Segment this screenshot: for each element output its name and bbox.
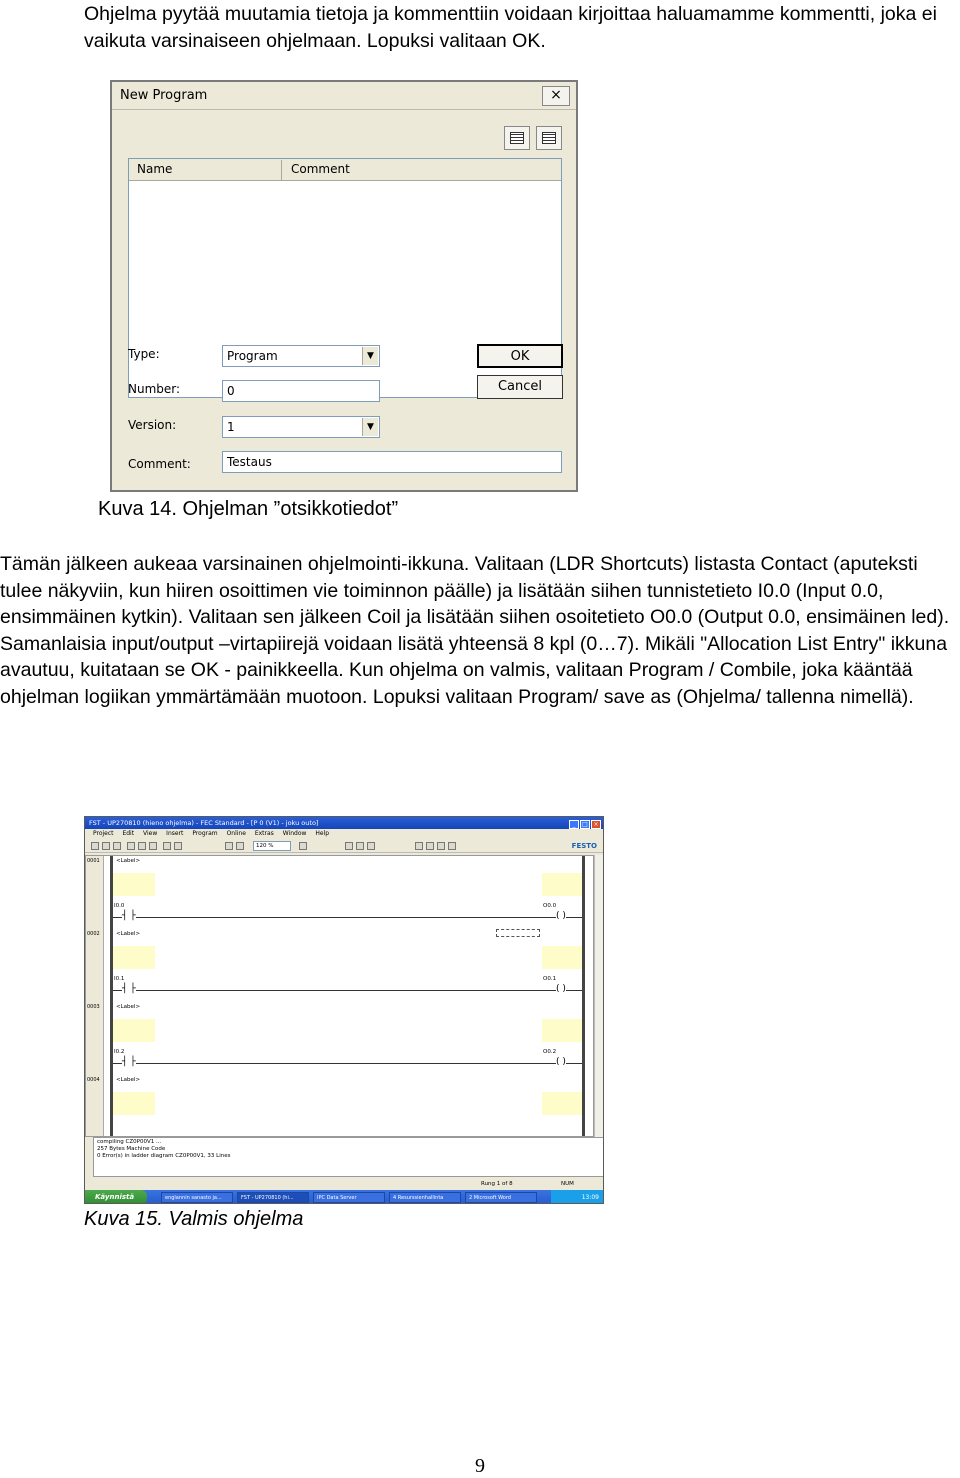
zoom-in-icon[interactable] bbox=[236, 842, 244, 850]
online-icon[interactable] bbox=[415, 842, 423, 850]
paste-icon[interactable] bbox=[149, 842, 157, 850]
undo-icon[interactable] bbox=[163, 842, 171, 850]
output-comment-box bbox=[542, 1092, 582, 1115]
help-icon[interactable] bbox=[448, 842, 456, 850]
output-panel bbox=[93, 1137, 604, 1177]
save-icon[interactable] bbox=[113, 842, 121, 850]
zoom-select[interactable]: 120 % bbox=[253, 841, 291, 851]
column-name[interactable]: Name bbox=[137, 162, 173, 176]
rung-label: <Label> bbox=[116, 1004, 141, 1010]
fst-titlebar bbox=[85, 817, 603, 829]
cut-icon[interactable] bbox=[127, 842, 135, 850]
new-icon[interactable] bbox=[91, 842, 99, 850]
type-select[interactable] bbox=[222, 345, 380, 367]
input-comment-box bbox=[113, 873, 155, 896]
menu-extras[interactable]: Extras bbox=[254, 830, 274, 837]
maximize-icon[interactable]: □ bbox=[580, 820, 590, 829]
dialog-titlebar bbox=[112, 82, 576, 110]
input-comment-box bbox=[113, 946, 155, 969]
number-field[interactable] bbox=[222, 380, 380, 402]
dialog-title: New Program bbox=[120, 88, 208, 103]
rung-number: 0001 bbox=[87, 858, 100, 864]
chevron-down-icon[interactable]: ▼ bbox=[362, 418, 378, 436]
rung-wire bbox=[113, 1063, 582, 1064]
type-label: Type: bbox=[128, 347, 160, 361]
fst-window bbox=[84, 816, 604, 1204]
branch-icon[interactable] bbox=[367, 842, 375, 850]
taskbar-item[interactable]: 2 Microsoft Word bbox=[465, 1192, 537, 1203]
menu-edit[interactable]: Edit bbox=[122, 830, 135, 837]
copy-icon[interactable] bbox=[138, 842, 146, 850]
list-header bbox=[129, 159, 561, 181]
number-value: 0 bbox=[227, 384, 235, 398]
caption-figure-14: Kuva 14. Ohjelman ”otsikkotiedot” bbox=[98, 498, 399, 520]
rung-label: <Label> bbox=[116, 1077, 141, 1083]
coil-icon[interactable] bbox=[356, 842, 364, 850]
new-program-dialog bbox=[110, 80, 578, 492]
input-operand[interactable]: I0.2 bbox=[114, 1049, 125, 1055]
fst-title: FST - UP270810 (hieno ohjelma) - FEC Standard - [P 0 (V1) - joku outo] bbox=[89, 819, 319, 827]
menu-program[interactable]: Program bbox=[192, 830, 218, 837]
chevron-down-icon[interactable]: ▼ bbox=[362, 347, 378, 365]
input-comment-box bbox=[113, 1019, 155, 1042]
menu-online[interactable]: Online bbox=[226, 830, 246, 837]
minimize-icon[interactable]: _ bbox=[569, 820, 579, 829]
caption-figure-15: Kuva 15. Valmis ohjelma bbox=[84, 1208, 304, 1230]
download-icon[interactable] bbox=[426, 842, 434, 850]
taskbar bbox=[85, 1190, 603, 1204]
rung-label: <Label> bbox=[116, 858, 141, 864]
output-line: compiling CZ0P00V1 ... bbox=[97, 1139, 162, 1145]
festo-logo: FESTO bbox=[571, 842, 597, 850]
comment-label: Comment: bbox=[128, 457, 191, 471]
contact-symbol[interactable]: ┤ ├ bbox=[122, 984, 136, 994]
comment-field[interactable] bbox=[222, 451, 562, 473]
version-select[interactable] bbox=[222, 416, 380, 438]
rung-label: <Label> bbox=[116, 931, 141, 937]
redo-icon[interactable] bbox=[174, 842, 182, 850]
taskbar-item[interactable]: 4 Resurssienhallinta bbox=[389, 1192, 461, 1203]
toolbar bbox=[85, 839, 603, 853]
insert-position-marker[interactable] bbox=[496, 929, 540, 937]
type-value: Program bbox=[227, 349, 278, 363]
column-comment[interactable]: Comment bbox=[291, 162, 350, 176]
body-paragraph: Tämän jälkeen aukeaa varsinainen ohjelmointi-ikkuna. Valitaan (LDR Shortcuts) listasta Contact (aputeksti tulee näkyviin, kun hiiren osoittimen vie toiminnon päälle) ja lisätään siihen tunnistetieto I0.0 (Input 0.0, ensimmäinen kytkin). Valitaan sen jälkeen Coil ja lisätään siihen osoitetieto O0.0 (Output 0.0, ensimäinen led). Samanlaisia input/output –virtapiirejä voidaan lisätä yhteensä 8 kpl (0…7). Mikäli "Allocation List Entry" ikkuna avautuu, kuitataan se OK - painikkeella. Kun ohjelma on valmis, valitaan Program / Combile, joka kääntää ohjelman logiikan ymmärtämään muotoon. Lopuksi valitaan Program/ save as (Ohjelma/ tallenna nimellä). bbox=[0, 553, 950, 708]
input-operand[interactable]: I0.1 bbox=[114, 976, 125, 982]
output-comment-box bbox=[542, 1019, 582, 1042]
output-operand[interactable]: O0.2 bbox=[543, 1049, 557, 1055]
menu-view[interactable]: View bbox=[143, 830, 158, 837]
output-operand[interactable]: O0.1 bbox=[543, 976, 557, 982]
clock: 13:09 bbox=[581, 1194, 599, 1201]
input-operand[interactable]: I0.0 bbox=[114, 903, 125, 909]
rung-number: 0004 bbox=[87, 1077, 100, 1083]
coil-symbol[interactable]: ( ) bbox=[556, 1057, 566, 1067]
system-tray bbox=[551, 1190, 603, 1204]
rung-number-column bbox=[86, 856, 104, 1136]
detail-view-icon[interactable] bbox=[536, 126, 562, 150]
start-button[interactable]: Käynnistä bbox=[85, 1190, 147, 1204]
rung-number: 0003 bbox=[87, 1004, 100, 1010]
taskbar-item[interactable]: IPC Data Server bbox=[313, 1192, 385, 1203]
intro-paragraph: Ohjelma pyytää muutamia tietoja ja kommenttiin voidaan kirjoittaa haluamamme kommentti, joka ei vaikuta varsinaiseen ohjelmaan. Lopuksi valitaan OK. bbox=[84, 3, 937, 52]
rung-wire bbox=[113, 990, 582, 991]
output-operand[interactable]: O0.0 bbox=[543, 903, 557, 909]
status-num: NUM bbox=[561, 1181, 574, 1187]
status-bar bbox=[85, 1179, 603, 1189]
number-label: Number: bbox=[128, 382, 181, 396]
output-comment-box bbox=[542, 873, 582, 896]
contact-icon[interactable] bbox=[345, 842, 353, 850]
print-icon[interactable] bbox=[437, 842, 445, 850]
coil-symbol[interactable]: ( ) bbox=[556, 984, 566, 994]
close-icon[interactable]: × bbox=[542, 86, 570, 106]
taskbar-item[interactable]: englannin sanasto ja... bbox=[161, 1192, 233, 1203]
ladder-editor[interactable] bbox=[85, 855, 594, 1137]
open-icon[interactable] bbox=[102, 842, 110, 850]
right-power-rail bbox=[582, 856, 585, 1136]
input-comment-box bbox=[113, 1092, 155, 1115]
output-line: 0 Error(s) in ladder diagram CZ0P00V1, 33 Lines bbox=[97, 1153, 231, 1159]
close-icon[interactable]: × bbox=[591, 820, 601, 829]
compile-icon[interactable] bbox=[299, 842, 307, 850]
contact-symbol[interactable]: ┤ ├ bbox=[122, 1057, 136, 1067]
cancel-button[interactable]: Cancel bbox=[477, 375, 563, 399]
contact-symbol[interactable]: ┤ ├ bbox=[122, 911, 136, 921]
version-value: 1 bbox=[227, 420, 235, 434]
vertical-scrollbar[interactable] bbox=[594, 855, 604, 1137]
rung-wire bbox=[113, 917, 582, 918]
menu-bar bbox=[85, 829, 603, 839]
menu-window[interactable]: Window bbox=[282, 830, 307, 837]
output-line: 257 Bytes Machine Code bbox=[97, 1146, 166, 1152]
menu-help[interactable]: Help bbox=[315, 830, 330, 837]
menu-insert[interactable]: Insert bbox=[166, 830, 184, 837]
page-number: 9 bbox=[475, 1455, 485, 1477]
menu-project[interactable]: Project bbox=[93, 830, 114, 837]
taskbar-item[interactable]: FST - UP270810 (hi... bbox=[237, 1192, 309, 1203]
coil-symbol[interactable]: ( ) bbox=[556, 911, 566, 921]
find-icon[interactable] bbox=[225, 842, 233, 850]
ok-button[interactable]: OK bbox=[477, 344, 563, 368]
list-view-icon[interactable] bbox=[504, 126, 530, 150]
output-comment-box bbox=[542, 946, 582, 969]
comment-value: Testaus bbox=[227, 455, 272, 469]
status-rung: Rung 1 of 8 bbox=[481, 1181, 513, 1187]
version-label: Version: bbox=[128, 418, 177, 432]
rung-number: 0002 bbox=[87, 931, 100, 937]
